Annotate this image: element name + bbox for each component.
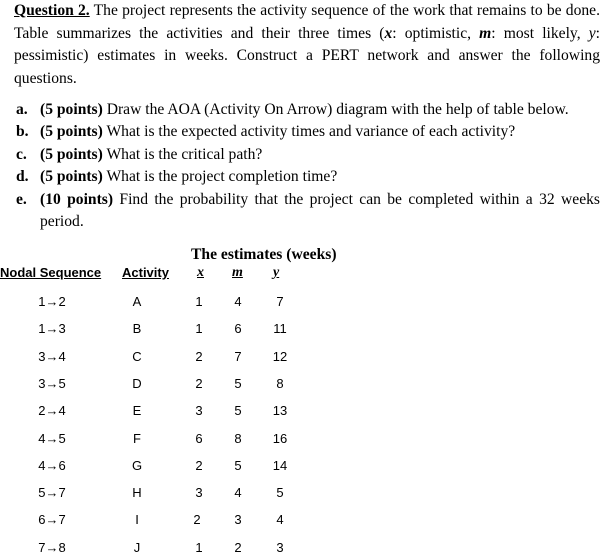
- y-cell: 7: [276, 294, 284, 309]
- m-cell: 5: [234, 403, 242, 419]
- question-part-a: a. (5 points) Draw the AOA (Activity On Arrow) diagram with the help of table below.: [16, 101, 569, 118]
- question-intro: The project represents the activity sequence of the work that remains to be done. Table summarizes the activities and their three times (: [14, 2, 600, 42]
- m-cell: 2: [234, 539, 242, 555]
- header-m: m: [232, 265, 243, 280]
- activity-cell: D: [132, 375, 142, 391]
- m-definition: : most likely,: [491, 24, 589, 42]
- question-parts-list: [14, 99, 600, 233]
- nodal-sequence-cell: 1→2: [38, 294, 66, 309]
- estimates-title: The estimates (weeks): [191, 246, 337, 263]
- x-cell: 1: [195, 294, 203, 309]
- nodal-sequence-cell: 6→7: [38, 512, 66, 528]
- m-cell: 6: [234, 321, 242, 337]
- x-cell: 1: [195, 539, 203, 555]
- m-cell: 4: [234, 485, 242, 501]
- y-cell: 13: [272, 403, 288, 419]
- nodal-sequence-cell: 7→8: [38, 539, 66, 555]
- x-cell: 2: [195, 348, 203, 364]
- activity-cell: C: [132, 348, 142, 364]
- m-cell: 5: [234, 375, 242, 391]
- activity-cell: I: [135, 512, 139, 528]
- y-cell: 14: [272, 457, 288, 473]
- header-y: y: [273, 265, 280, 280]
- m-cell: 7: [234, 348, 242, 364]
- x-definition: : optimistic,: [392, 24, 480, 42]
- m-cell: 3: [234, 512, 242, 528]
- header-x: x: [197, 265, 204, 280]
- x-cell: 2: [195, 375, 203, 391]
- activity-cell: A: [132, 294, 142, 309]
- activity-cell: H: [132, 485, 142, 501]
- y-cell: 8: [276, 375, 284, 391]
- x-cell: 3: [195, 403, 203, 419]
- nodal-sequence-cell: 2→4: [38, 403, 66, 419]
- m-cell: 5: [234, 457, 242, 473]
- m-cell: 8: [234, 430, 242, 446]
- x-cell: 2: [193, 512, 201, 528]
- header-nodal-sequence: Nodal Sequence: [0, 265, 102, 280]
- nodal-sequence-cell: 5→7: [38, 485, 66, 501]
- y-cell: 3: [276, 539, 284, 555]
- activity-cell: E: [132, 403, 142, 419]
- m-cell: 4: [234, 294, 242, 309]
- x-cell: 6: [195, 430, 203, 446]
- activity-cell: G: [131, 457, 143, 473]
- question-part-c: c. (5 points) What is the critical path?: [16, 145, 263, 163]
- nodal-sequence-cell: 4→5: [38, 430, 66, 446]
- y-cell: 5: [276, 485, 284, 501]
- question-paragraph: [14, 0, 600, 90]
- y-definition: : pessimistic) estimates in weeks. Construct a PERT network and answer the following questions.: [14, 24, 601, 87]
- nodal-sequence-cell: 3→4: [38, 348, 66, 364]
- nodal-sequence-cell: 3→5: [38, 375, 66, 391]
- question-heading: Question 2.: [14, 2, 90, 19]
- y-cell: 16: [272, 430, 288, 446]
- question-part-b: b. (5 points) What is the expected activity times and variance of each activity?: [16, 123, 516, 141]
- y-cell: 12: [272, 348, 288, 364]
- activity-cell: F: [133, 430, 141, 446]
- x-cell: 3: [195, 485, 203, 501]
- question-part-e: e. (10 points) Find the probability that the project can be completed within a 32 weeks period.: [16, 190, 600, 231]
- x-symbol: x: [384, 24, 393, 42]
- m-symbol: m: [479, 24, 492, 42]
- question-part-d: d. (5 points) What is the project completion time?: [16, 168, 338, 186]
- activity-cell: B: [132, 321, 142, 337]
- header-activity: Activity: [122, 265, 169, 280]
- nodal-sequence-cell: 4→6: [38, 457, 66, 473]
- y-cell: 4: [276, 512, 284, 528]
- activity-cell: J: [133, 539, 141, 555]
- x-cell: 1: [195, 321, 203, 337]
- y-symbol: y: [588, 24, 596, 42]
- x-cell: 2: [195, 457, 203, 473]
- nodal-sequence-cell: 1→3: [38, 321, 66, 337]
- y-cell: 11: [273, 321, 287, 337]
